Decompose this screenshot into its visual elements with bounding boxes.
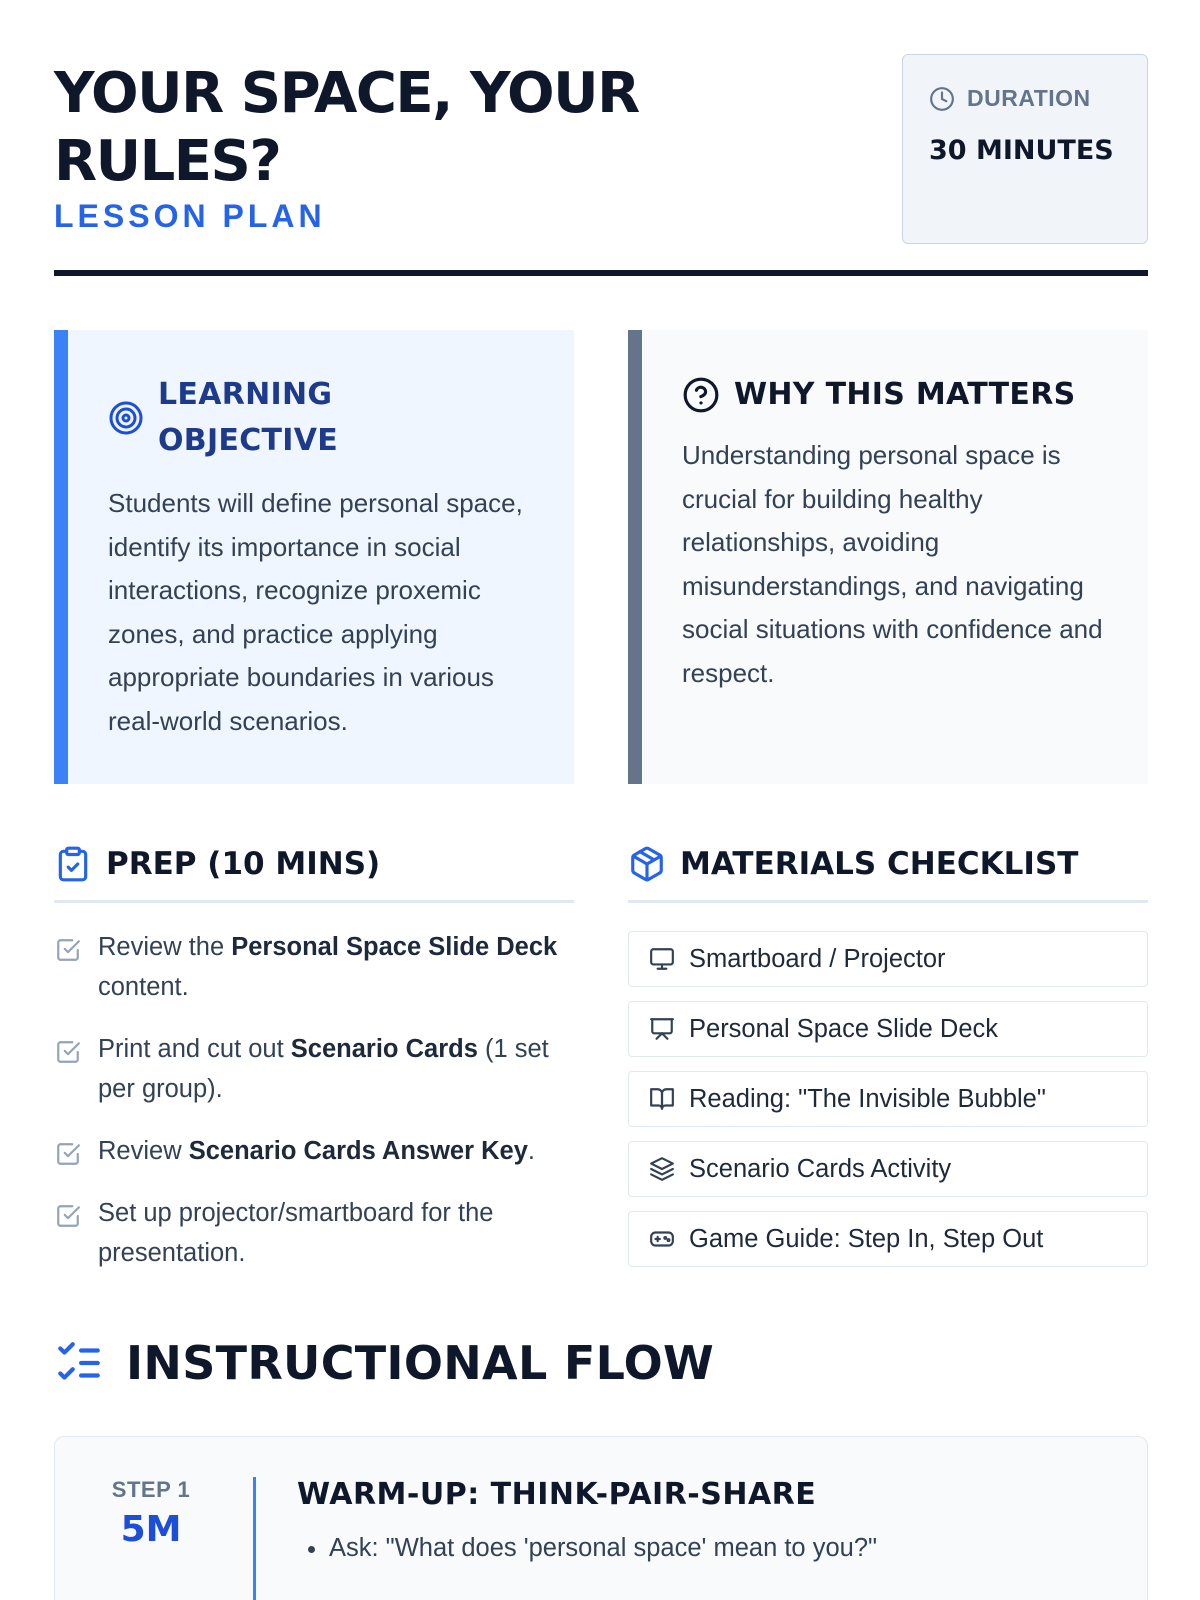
header [54,54,1148,276]
materials-heading [628,836,1148,892]
question-circle-icon [682,376,720,414]
prep-heading [54,836,574,892]
why-this-matters-title: WHY THIS MATTERS [734,377,1076,412]
materials-list [628,931,1148,1267]
duration-box [902,54,1148,244]
monitor-icon [649,946,675,972]
step-meta [85,1477,217,1550]
learning-objective-card [54,330,574,784]
presentation-icon [649,1016,675,1042]
duration-value: 30 MINUTES [929,135,1114,166]
clipboard-check-icon [54,845,92,883]
instructional-flow-title: INSTRUCTIONAL FLOW [126,1336,715,1390]
materials-section [628,836,1148,1281]
prep-item-text: Set up projector/smartboard for the presentation. [98,1199,494,1267]
prep-section [54,836,574,1295]
prep-divider [54,900,574,903]
material-item-scenario-cards [628,1141,1148,1197]
gamepad-icon [649,1226,675,1252]
material-label: Smartboard / Projector [689,944,946,973]
step-time: 5M [120,1509,182,1550]
material-item-game-guide [628,1211,1148,1267]
layers-icon [649,1156,675,1182]
package-icon [628,845,666,883]
step-bullet: • Ask: "What does 'personal space' mean to you?" [329,1528,1097,1568]
material-item-smartboard [628,931,1148,987]
material-label: Personal Space Slide Deck [689,1014,999,1043]
prep-list [54,927,574,1273]
material-label: Reading: "The Invisible Bubble" [689,1084,1046,1113]
material-item-reading [628,1071,1148,1127]
learning-objective-heading [108,372,408,464]
material-label: Game Guide: Step In, Step Out [689,1224,1044,1253]
material-item-slide-deck [628,1001,1148,1057]
prep-title: PREP (10 MINS) [106,846,381,882]
step-label: STEP 1 [111,1477,191,1502]
learning-objective-title: LEARNING OBJECTIVE [158,377,339,458]
page-subtitle: LESSON PLAN [54,198,326,234]
step-bullet-list [297,1528,1097,1568]
prep-item-text: Review the Personal Space Slide Deck content. [98,933,558,1001]
step-card [54,1436,1148,1600]
duration-label-row [929,85,1091,112]
checkbox-checked-icon [54,937,82,963]
materials-divider [628,900,1148,903]
list-checks-icon [54,1338,104,1388]
lesson-plan-page [54,0,1148,1600]
checkbox-checked-icon [54,1039,82,1065]
materials-title: MATERIALS CHECKLIST [680,846,1079,882]
header-divider [54,270,1148,276]
page-title: YOUR SPACE, YOUR RULES? [54,61,639,194]
prep-item [54,1193,574,1273]
instructional-flow-heading [54,1336,714,1390]
checkbox-checked-icon [54,1203,82,1229]
duration-label: DURATION [967,85,1091,111]
material-label: Scenario Cards Activity [689,1154,952,1183]
why-this-matters-text: Understanding personal space is crucial for building healthy relationships, avoiding misunderstandings, and navigating social situations with confidence and respect. [682,440,1103,688]
prep-item [54,927,574,1007]
checkbox-checked-icon [54,1141,82,1167]
why-this-matters-card [628,330,1148,784]
step-divider [253,1477,256,1600]
prep-item [54,1131,574,1171]
clock-icon [929,86,955,112]
prep-item [54,1029,574,1109]
step-title: WARM-UP: THINK-PAIR-SHARE [297,1477,817,1512]
learning-objective-text: Students will define personal space, identify its importance in social interactions, recognize proxemic zones, and practice applying appropriate boundaries in various real-world scenarios. [108,488,523,736]
why-this-matters-heading [682,372,1076,418]
target-icon [108,400,144,436]
step-content [297,1477,1097,1568]
prep-item-text: Print and cut out Scenario Cards (1 set per group). [98,1035,549,1103]
prep-item-text: Review Scenario Cards Answer Key. [98,1137,535,1165]
book-open-icon [649,1086,675,1112]
